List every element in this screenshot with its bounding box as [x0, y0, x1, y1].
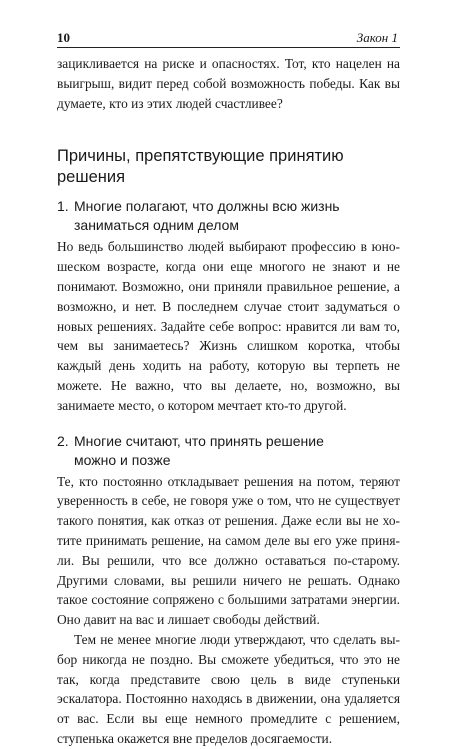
running-head: Закон 1: [356, 30, 398, 45]
subheading-1: [57, 197, 400, 235]
section-heading: Причины, препятствующие принятию решения: [57, 147, 344, 187]
subheading-1-line1: Многие полагают, что должны всю жизнь: [74, 198, 340, 215]
subheading-1-line2: заниматься одним делом: [74, 217, 239, 234]
item2-paragraph-1: Те, кто постоянно откладывает решения на потом, теряют уверенность в себе, не говоря уже о том, что не существует такого понятия, как отказ от решения. Даже если вы не хотите принимать решение, на самом деле вы его уже приняли. Вы решили, что все должно оставаться по-старому. Другими словами, вы решили ничего не решать. Однако такое состояние сопряжено с большими затратами энергии. Оно давит на вас и лишает свободы действий.: [57, 473, 400, 628]
header-rule: [57, 47, 400, 48]
subheading-2-line1: Многие считают, что принять решение: [74, 432, 324, 449]
page-number: 10: [57, 30, 70, 45]
subheading-1-number: 1.: [57, 198, 69, 215]
subheading-2: [57, 432, 400, 470]
subheading-2-number: 2.: [57, 432, 69, 449]
subheading-2-line2: можно и позже: [74, 451, 171, 468]
item2-paragraph-2: Тем не менее многие люди утверждают, что сделать выбор никогда не поздно. Вы сможете убедиться, что это не так, когда представите свою цель в виде ступеньки эскалатора. Постоянно находясь в движении, она удаляется от вас. Если вы еще немного промедлите с решением, ступенька окажется вне пределов досягаемости.: [57, 631, 400, 746]
page-header: [57, 27, 400, 49]
page-body: [57, 54, 400, 749]
item1-paragraph: Но ведь большинство людей выбирают профессию в юношеском возрасте, когда они еще многого не знают и не понимают. Возможно, они приняли правильное решение, а возможно, и нет. В последнем случае стоит задуматься о новых решениях. Задайте себе вопрос: нравится ли вам то, чем вы занимаетесь? Жизнь слишком коротка, чтобы каждый день ходить на работу, которую вы терпеть не можете. Не важно, что вы делаете, но, возможно, вы занимаете место, о котором мечтает кто-то другой.: [57, 239, 400, 413]
intro-paragraph: зацикливается на риске и опасностях. Тот, кто нацелен на выигрыш, видит перед собой возможность победы. Как вы думаете, кто из этих людей счастливее?: [57, 56, 400, 111]
